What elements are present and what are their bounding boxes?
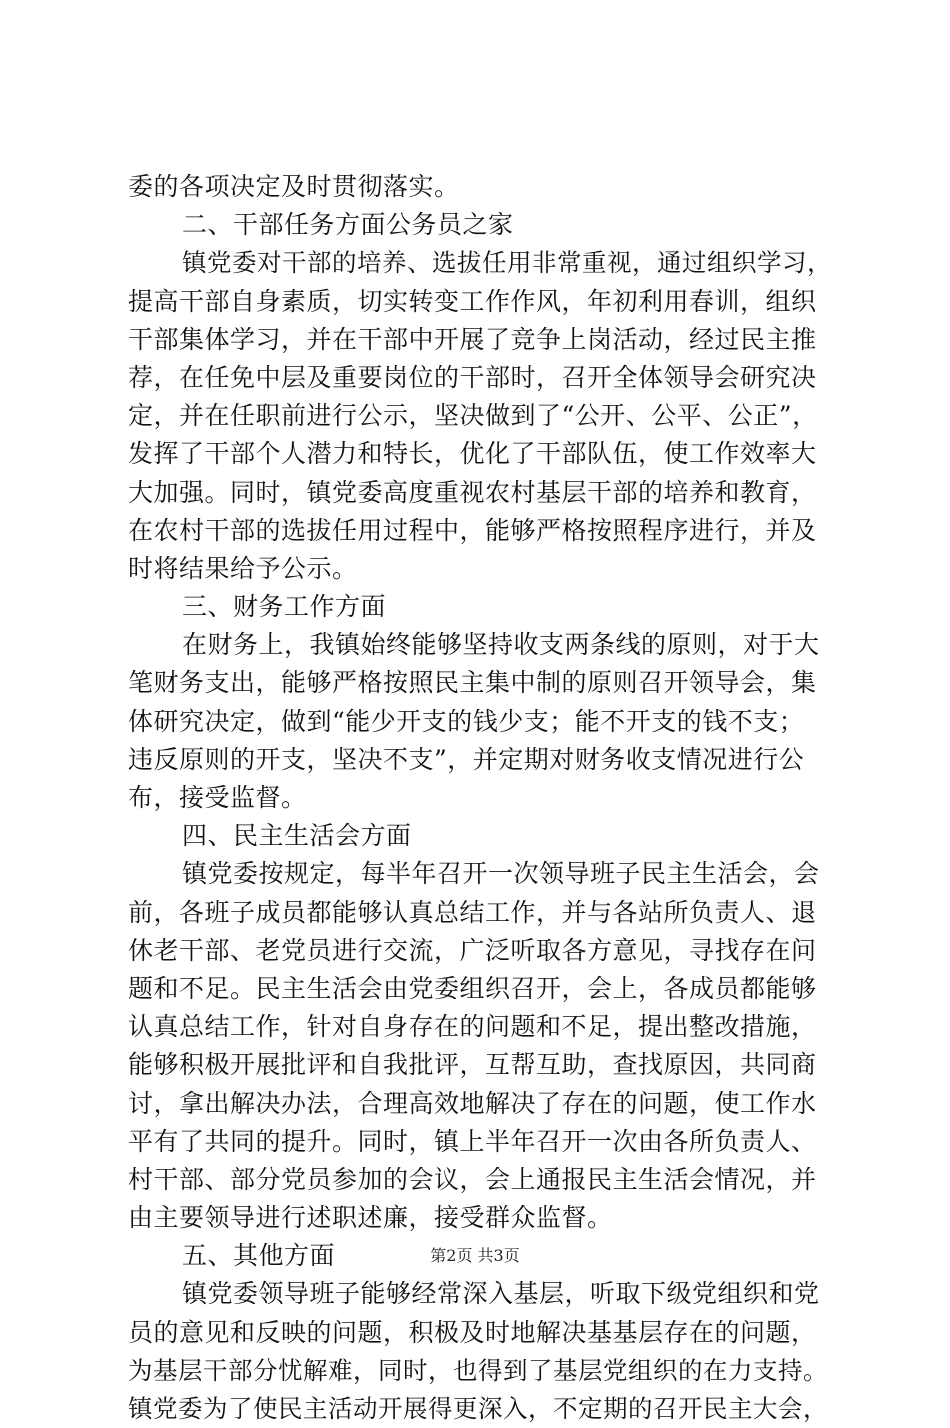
section-heading: 三、财务工作方面 xyxy=(182,592,387,622)
paragraph-line: 在农村干部的选拔任用过程中，能够严格按照程序进行，并及 xyxy=(128,515,817,545)
paragraph-line: 讨，拿出解决办法，合理高效地解决了存在的问题，使工作水 xyxy=(128,1088,817,1118)
paragraph-line: 题和不足。民主生活会由党委组织召开，会上，各成员都能够 xyxy=(128,973,817,1003)
paragraph-line: 发挥了干部个人潜力和特长，优化了干部队伍，使工作效率大 xyxy=(128,439,817,469)
paragraph-line: 为基层干部分忧解难，同时，也得到了基层党组织的在力支持。 xyxy=(128,1355,828,1385)
document-body xyxy=(128,168,840,1428)
section-heading: 四、民主生活会方面 xyxy=(182,821,412,851)
paragraph-line: 时将结果给予公示。 xyxy=(128,553,358,583)
paragraph-line: 镇党委按规定，每半年召开一次领导班子民主生活会，会 xyxy=(182,859,820,889)
paragraph-line: 由主要领导进行述职述廉，接受群众监督。 xyxy=(128,1203,613,1233)
paragraph-line: 村干部、部分党员参加的会议，会上通报民主生活会情况，并 xyxy=(128,1164,817,1194)
paragraph-line: 前，各班子成员都能够认真总结工作，并与各站所负责人、退 xyxy=(128,897,817,927)
paragraph-line: 镇党委为了使民主活动开展得更深入，不定期的召开民主大会， xyxy=(128,1394,828,1423)
paragraph-line: 违反原则的开支，坚决不支”，并定期对财务收支情况进行公 xyxy=(128,744,805,774)
paragraph-line: 休老干部、老党员进行交流，广泛听取各方意见，寻找存在问 xyxy=(128,935,817,965)
paragraph-line: 认真总结工作，针对自身存在的问题和不足，提出整改措施， xyxy=(128,1012,817,1042)
paragraph-line: 员的意见和反映的问题，积极及时地解决基基层存在的问题， xyxy=(128,1317,817,1347)
paragraph-line: 在财务上，我镇始终能够坚持收支两条线的原则，对于大 xyxy=(182,630,820,660)
paragraph-line: 荐，在任免中层及重要岗位的干部时，召开全体领导会研究决 xyxy=(128,362,817,392)
section-heading: 二、干部任务方面公务员之家 xyxy=(182,210,514,240)
paragraph-line: 大加强。同时，镇党委高度重视农村基层干部的培养和教育， xyxy=(128,477,817,507)
paragraph-line: 笔财务支出，能够严格按照民主集中制的原则召开领导会，集 xyxy=(128,668,817,698)
page-footer: 第2页 共3页 xyxy=(430,1246,520,1265)
paragraph-line: 能够积极开展批评和自我批评，互帮互助，查找原因，共同商 xyxy=(128,1050,817,1080)
paragraph-line: 体研究决定，做到“能少开支的钱少支；能不开支的钱不支； xyxy=(128,706,805,736)
paragraph-line: 干部集体学习，并在干部中开展了竞争上岗活动，经过民主推 xyxy=(128,324,817,354)
section-heading: 五、其他方面 xyxy=(182,1241,336,1271)
paragraph-line: 平有了共同的提升。同时，镇上半年召开一次由各所负责人、 xyxy=(128,1126,817,1156)
paragraph-line: 定，并在任职前进行公示，坚决做到了“公开、公平、公正”， xyxy=(128,401,818,431)
paragraph-line: 镇党委领导班子能够经常深入基层，听取下级党组织和党 xyxy=(182,1279,820,1309)
paragraph-line: 委的各项决定及时贯彻落实。 xyxy=(128,172,460,201)
paragraph-line: 布，接受监督。 xyxy=(128,783,307,812)
paragraph-line: 镇党委对干部的培养、选拔任用非常重视，通过组织学习， xyxy=(182,248,832,278)
paragraph-line: 提高干部自身素质，切实转变工作作风，年初利用春训，组织 xyxy=(128,286,817,316)
